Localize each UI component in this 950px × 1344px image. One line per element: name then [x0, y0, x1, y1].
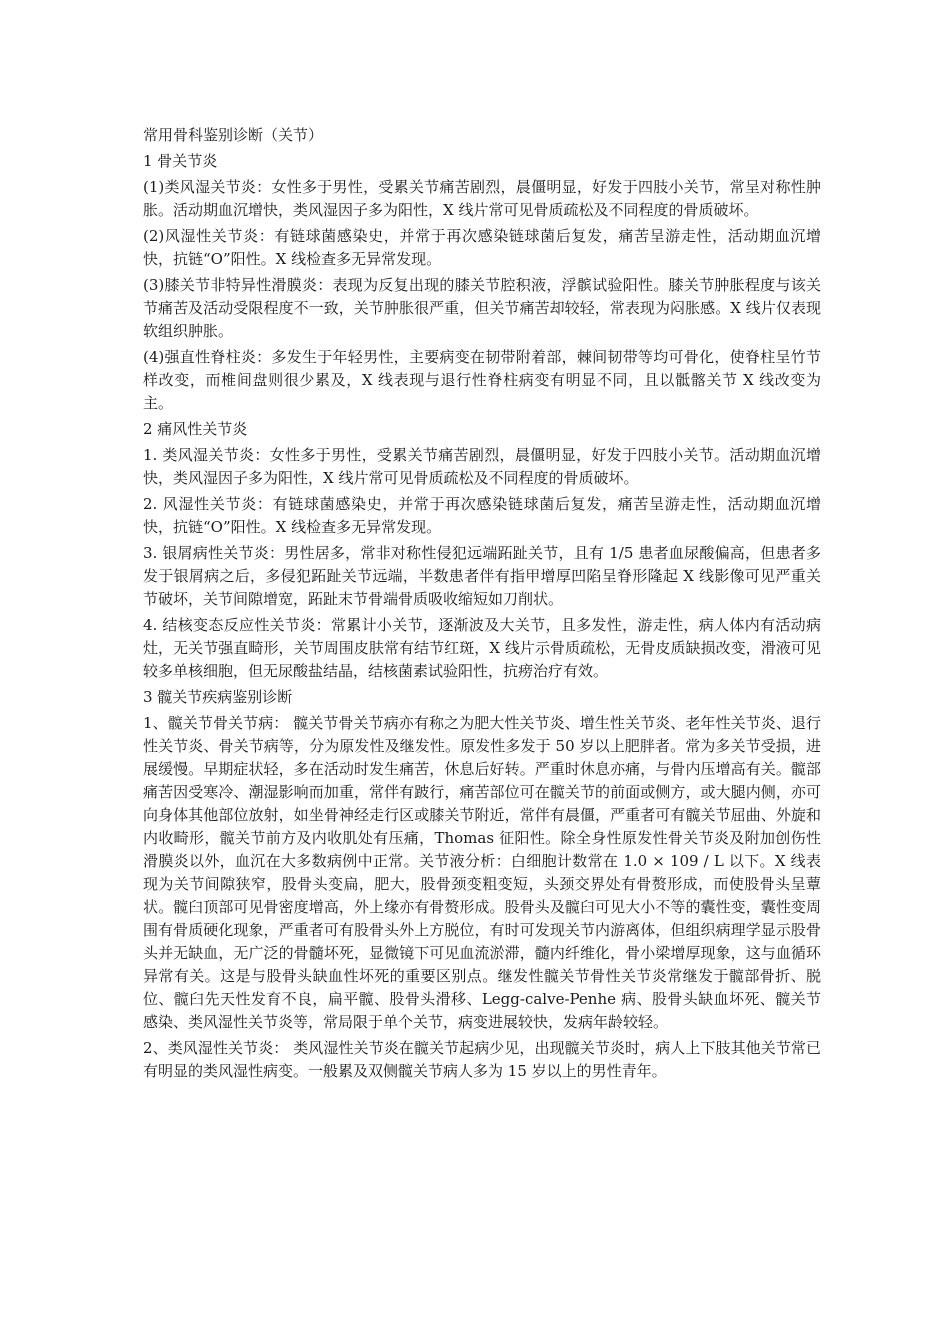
paragraph: 3. 银屑病性关节炎：男性居多，常非对称性侵犯远端跖趾关节，且有 1/5 患者血尿酸偏高，但患者多发于银屑病之后，多侵犯跖趾关节远端，半数患者伴有指甲增厚凹陷呈脊形隆起 X 线影像可见严重关节破坏，关节间隙增宽，跖趾末节骨端骨质吸收缩短如刀削状。	[143, 544, 821, 608]
paragraph: (1)类风湿关节炎：女性多于男性，受累关节痛苦剧烈，晨僵明显，好发于四肢小关节，常呈对称性肿胀。活动期血沉增快，类风湿因子多为阳性，X 线片常可见骨质疏松及不同程度的骨质破坏。	[143, 178, 821, 219]
paragraph: (3)膝关节非特异性滑膜炎：表现为反复出现的膝关节腔积液，浮髌试验阳性。膝关节肿胀程度与该关节痛苦及活动受限程度不一致，关节肿胀很严重，但关节痛苦却较轻，常表现为闷胀感。X 线片仅表现软组织肿胀。	[143, 276, 821, 340]
section-heading-gout: 2 痛风性关节炎	[143, 420, 248, 438]
paragraph: 4. 结核变态反应性关节炎：常累计小关节，逐渐波及大关节，且多发性，游走性，病人体内有活动病灶，无关节强直畸形，关节周围皮肤常有结节红斑，X 线片示骨质疏松，无骨皮质缺损改变，滑液可见较多单核细胞，但无尿酸盐结晶，结核菌素试验阳性，抗痨治疗有效。	[143, 616, 821, 680]
document-title: 常用骨科鉴别诊断（关节）	[143, 126, 324, 144]
paragraph: 1. 类风湿关节炎：女性多于男性，受累关节痛苦剧烈，晨僵明显，好发于四肢小关节。活动期血沉增快，类风湿因子多为阳性，X 线片常可见骨质疏松及不同程度的骨质破坏。	[143, 446, 821, 487]
section-heading-hip: 3 髋关节疾病鉴别诊断	[143, 688, 293, 706]
document-body	[143, 124, 821, 1086]
paragraph: 2、类风湿性关节炎： 类风湿性关节炎在髋关节起病少见，出现髋关节炎时，病人上下肢其他关节常已有明显的类风湿性病变。一般累及双侧髋关节病人多为 15 岁以上的男性青年。	[143, 1039, 821, 1080]
paragraph: (2)风湿性关节炎：有链球菌感染史，并常于再次感染链球菌后复发，痛苦呈游走性，活动期血沉增快，抗链“O”阳性。X 线检查多无异常发现。	[143, 227, 821, 268]
section-heading-osteoarthritis: 1 骨关节炎	[143, 152, 218, 170]
paragraph: 2. 风湿性关节炎：有链球菌感染史，并常于再次感染链球菌后复发，痛苦呈游走性，活动期血沉增快，抗链“O”阳性。X 线检查多无异常发现。	[143, 495, 821, 536]
paragraph: 1、髋关节骨关节病： 髋关节骨关节病亦有称之为肥大性关节炎、增生性关节炎、老年性关节炎、退行性关节炎、骨关节病等，分为原发性及继发性。原发性多发于 50 岁以上肥胖者。常为多关节受损，进展缓慢。早期症状轻，多在活动时发生痛苦，休息后好转。严重时休息亦痛，与骨内压增高有关。髋部痛苦因受寒冷、潮湿影响而加重，常伴有跛行，痛苦部位可在髋关节的前面或侧方，或大腿内侧，亦可向身体其他部位放射，如坐骨神经走行区或膝关节附近，常伴有晨僵，严重者可有髋关节屈曲、外旋和内收畸形，髋关节前方及内收肌处有压痛，Thomas 征阳性。除全身性原发性骨关节炎及附加创伤性滑膜炎以外，血沉在大多数病例中正常。关节液分析：白细胞计数常在 1.0 × 109 / L 以下。X 线表现为关节间隙狭窄，股骨头变扁，肥大，股骨颈变粗变短，头颈交界处有骨赘形成，而使股骨头呈蕈状。髋臼顶部可见骨密度增高，外上缘亦有骨赘形成。股骨头及髋臼可见大小不等的囊性变，囊性变周围有骨质硬化现象，严重者可有股骨头外上方脱位，有时可发现关节内游离体，但组织病理学显示股骨头并无缺血，无广泛的骨髓坏死，显微镜下可见血流淤滞，髓内纤维化，骨小梁增厚现象，这与血循环异常有关。这是与股骨头缺血性坏死的重要区别点。继发性髋关节骨性关节炎常继发于髋部骨折、脱位、髋臼先天性发育不良，扁平髋、股骨头滑移、Legg-calve-Penhe 病、股骨头缺血坏死、髋关节感染、类风湿性关节炎等，常局限于单个关节，病变进展较快，发病年龄较轻。	[143, 714, 821, 1031]
paragraph: (4)强直性脊柱炎：多发生于年轻男性，主要病变在韧带附着部，棘间韧带等均可骨化，使脊柱呈竹节样改变，而椎间盘则很少累及，X 线表现与退行性脊柱病变有明显不同，且以骶髂关节 X 线改变为主。	[143, 348, 821, 412]
